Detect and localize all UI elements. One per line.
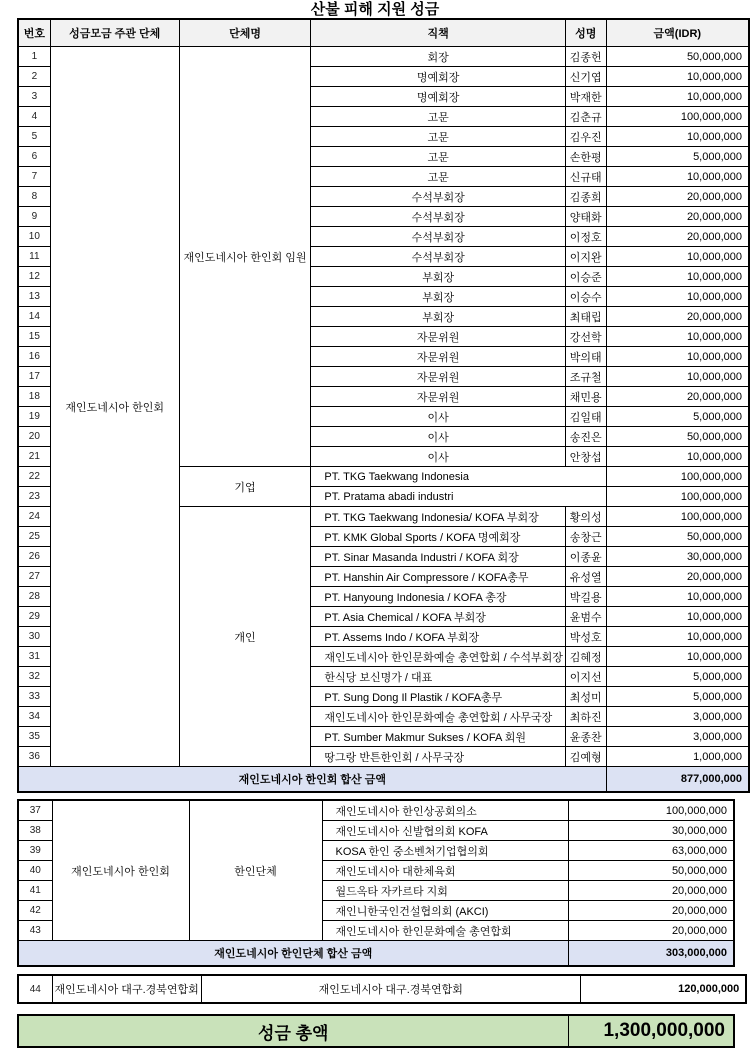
position-cell: 고문	[311, 127, 565, 147]
section2-subtotal	[18, 941, 734, 967]
amount-cell: 10,000,000	[606, 647, 749, 667]
position-cell: KOSA 한인 중소벤처기업협의회	[322, 841, 568, 861]
col-header-position: 직책	[311, 19, 565, 47]
row-number-cell: 39	[18, 841, 52, 861]
position-cell: 명예회장	[311, 67, 565, 87]
row-number-cell: 38	[18, 821, 52, 841]
row-number-cell: 3	[18, 87, 50, 107]
position-cell: 땅그랑 반튼한인회 / 사무국장	[311, 747, 565, 767]
amount-cell: 10,000,000	[606, 367, 749, 387]
row-number-cell: 8	[18, 187, 50, 207]
row-number-cell: 42	[18, 901, 52, 921]
position-cell: 재인도네시아 한인상공회의소	[322, 800, 568, 821]
amount-cell: 5,000,000	[606, 687, 749, 707]
row-number-cell: 19	[18, 407, 50, 427]
amount-cell: 20,000,000	[568, 881, 734, 901]
position-cell: 재인도네시아 대한체육회	[322, 861, 568, 881]
amount-cell: 10,000,000	[606, 167, 749, 187]
person-name-cell: 박재한	[565, 87, 606, 107]
table-row	[18, 975, 746, 1003]
row-number-cell: 21	[18, 447, 50, 467]
amount-cell: 20,000,000	[568, 901, 734, 921]
amount-cell: 100,000,000	[606, 467, 749, 487]
person-name-cell: 김종희	[565, 187, 606, 207]
row-number-cell: 22	[18, 467, 50, 487]
position-cell: 부회장	[311, 267, 565, 287]
position-cell: 부회장	[311, 287, 565, 307]
person-name-cell: 이승준	[565, 267, 606, 287]
row-number-cell: 16	[18, 347, 50, 367]
row-number-cell: 35	[18, 727, 50, 747]
amount-cell: 5,000,000	[606, 667, 749, 687]
amount-cell: 10,000,000	[606, 287, 749, 307]
group-cell: 재인도네시아 한인회 임원	[179, 47, 311, 467]
position-cell: 고문	[311, 167, 565, 187]
organizer-cell: 재인도네시아 한인회	[50, 47, 179, 767]
position-cell: PT. Hanyoung Indonesia / KOFA 총장	[311, 587, 565, 607]
amount-cell: 3,000,000	[606, 727, 749, 747]
amount-cell: 5,000,000	[606, 147, 749, 167]
table-row	[18, 800, 734, 821]
person-name-cell: 최하진	[565, 707, 606, 727]
subtotal-row	[18, 767, 749, 793]
subtotal-amount: 303,000,000	[568, 941, 734, 967]
group-cell: 기업	[179, 467, 311, 507]
position-cell: PT. TKG Taekwang Indonesia	[311, 467, 606, 487]
person-name-cell: 박성호	[565, 627, 606, 647]
position-cell: PT. Asia Chemical / KOFA 부회장	[311, 607, 565, 627]
row-number-cell: 29	[18, 607, 50, 627]
row-number-cell: 25	[18, 527, 50, 547]
subtotal-label: 재인도네시아 한인회 합산 금액	[18, 767, 606, 793]
amount-cell: 20,000,000	[606, 227, 749, 247]
section-gap	[0, 1004, 750, 1014]
row-number-cell: 2	[18, 67, 50, 87]
col-header-person: 성명	[565, 19, 606, 47]
person-name-cell: 최성미	[565, 687, 606, 707]
row-number-cell: 24	[18, 507, 50, 527]
row-number-cell: 12	[18, 267, 50, 287]
section-gap	[0, 967, 750, 974]
person-name-cell: 이승수	[565, 287, 606, 307]
position-cell: 재인도네시아 한인문화예술 총연합회 / 수석부회장	[311, 647, 565, 667]
position-cell: 재인도네시아 신발협의회 KOFA	[322, 821, 568, 841]
amount-cell: 20,000,000	[568, 921, 734, 941]
row-number-cell: 14	[18, 307, 50, 327]
row-number-cell: 1	[18, 47, 50, 67]
row-number-cell: 34	[18, 707, 50, 727]
position-cell: 재인도네시아 한인문화예술 총연합회	[322, 921, 568, 941]
section1-subtotal	[18, 767, 749, 793]
donation-table-section3	[17, 974, 747, 1004]
amount-cell: 10,000,000	[606, 267, 749, 287]
table-header	[18, 19, 749, 47]
row-number-cell: 28	[18, 587, 50, 607]
person-name-cell: 송창근	[565, 527, 606, 547]
person-name-cell: 김예형	[565, 747, 606, 767]
person-name-cell: 박의태	[565, 347, 606, 367]
amount-cell: 1,000,000	[606, 747, 749, 767]
amount-cell: 10,000,000	[606, 607, 749, 627]
amount-cell: 5,000,000	[606, 407, 749, 427]
table-row	[18, 47, 749, 67]
position-cell: PT. Sumber Makmur Sukses / KOFA 회원	[311, 727, 565, 747]
person-name-cell: 강선학	[565, 327, 606, 347]
header-row	[18, 19, 749, 47]
person-name-cell: 김우진	[565, 127, 606, 147]
amount-cell: 20,000,000	[606, 387, 749, 407]
position-cell: PT. KMK Global Sports / KOFA 명예회장	[311, 527, 565, 547]
person-name-cell: 신규태	[565, 167, 606, 187]
position-cell: PT. TKG Taekwang Indonesia/ KOFA 부회장	[311, 507, 565, 527]
grand-total-row	[18, 1015, 734, 1047]
row-number-cell: 23	[18, 487, 50, 507]
person-name-cell: 이정호	[565, 227, 606, 247]
amount-cell: 10,000,000	[606, 447, 749, 467]
row-number-cell: 43	[18, 921, 52, 941]
amount-cell: 50,000,000	[606, 427, 749, 447]
amount-cell: 30,000,000	[568, 821, 734, 841]
person-name-cell: 윤종찬	[565, 727, 606, 747]
position-cell: 재인도네시아 한인문화예술 총연합회 / 사무국장	[311, 707, 565, 727]
amount-cell: 100,000,000	[568, 800, 734, 821]
person-name-cell: 최태립	[565, 307, 606, 327]
position-cell: PT. Sung Dong Il Plastik / KOFA총무	[311, 687, 565, 707]
donation-table-section1	[17, 18, 750, 793]
amount-cell: 50,000,000	[568, 861, 734, 881]
position-cell: PT. Sinar Masanda Industri / KOFA 회장	[311, 547, 565, 567]
person-name-cell: 유성열	[565, 567, 606, 587]
position-cell: 자문위원	[311, 327, 565, 347]
amount-cell: 50,000,000	[606, 527, 749, 547]
row-number-cell: 20	[18, 427, 50, 447]
position-cell: 명예회장	[311, 87, 565, 107]
amount-cell: 20,000,000	[606, 307, 749, 327]
row-number-cell: 26	[18, 547, 50, 567]
col-header-organizer: 성금모금 주관 단체	[50, 19, 179, 47]
amount-cell: 10,000,000	[606, 247, 749, 267]
person-name-cell: 김춘규	[565, 107, 606, 127]
amount-cell: 10,000,000	[606, 87, 749, 107]
position-cell: 자문위원	[311, 367, 565, 387]
person-name-cell: 김일태	[565, 407, 606, 427]
row-number-cell: 10	[18, 227, 50, 247]
row-number-cell: 44	[18, 975, 52, 1003]
person-name-cell: 박길용	[565, 587, 606, 607]
row-number-cell: 33	[18, 687, 50, 707]
person-name-cell: 이종윤	[565, 547, 606, 567]
col-header-group: 단체명	[179, 19, 311, 47]
col-header-no: 번호	[18, 19, 50, 47]
position-cell: 이사	[311, 427, 565, 447]
position-cell: 자문위원	[311, 387, 565, 407]
person-name-cell: 안창섭	[565, 447, 606, 467]
person-name-cell: 이지선	[565, 667, 606, 687]
subtotal-label: 재인도네시아 한인단체 합산 금액	[18, 941, 568, 967]
amount-cell: 20,000,000	[606, 567, 749, 587]
row-number-cell: 41	[18, 881, 52, 901]
position-cell: 부회장	[311, 307, 565, 327]
person-name-cell: 손한평	[565, 147, 606, 167]
organization-name-cell: 재인도네시아 대구.경북연합회	[201, 975, 580, 1003]
row-number-cell: 36	[18, 747, 50, 767]
subtotal-row	[18, 941, 734, 967]
position-cell: 수석부회장	[311, 207, 565, 227]
position-cell: 수석부회장	[311, 247, 565, 267]
person-name-cell: 윤범수	[565, 607, 606, 627]
row-number-cell: 27	[18, 567, 50, 587]
amount-cell: 10,000,000	[606, 327, 749, 347]
amount-cell: 50,000,000	[606, 47, 749, 67]
position-cell: 고문	[311, 147, 565, 167]
person-name-cell: 신기엽	[565, 67, 606, 87]
subtotal-amount: 877,000,000	[606, 767, 749, 793]
amount-cell: 10,000,000	[606, 67, 749, 87]
amount-cell: 10,000,000	[606, 127, 749, 147]
row-number-cell: 5	[18, 127, 50, 147]
person-name-cell: 김혜정	[565, 647, 606, 667]
person-name-cell: 이지완	[565, 247, 606, 267]
amount-cell: 100,000,000	[606, 507, 749, 527]
amount-cell: 30,000,000	[606, 547, 749, 567]
group-cell: 개인	[179, 507, 311, 767]
page-title: 산불 피해 지원 성금	[310, 1, 440, 18]
organizer-cell: 재인도네시아 한인회	[52, 800, 189, 941]
row-number-cell: 13	[18, 287, 50, 307]
grand-total-label: 성금 총액	[18, 1015, 568, 1047]
grand-total-table	[17, 1014, 735, 1048]
row-number-cell: 37	[18, 800, 52, 821]
col-header-amount: 금액(IDR)	[606, 19, 749, 47]
amount-cell: 10,000,000	[606, 587, 749, 607]
amount-cell: 20,000,000	[606, 187, 749, 207]
row-number-cell: 15	[18, 327, 50, 347]
amount-cell: 20,000,000	[606, 207, 749, 227]
position-cell: 고문	[311, 107, 565, 127]
person-name-cell: 채민용	[565, 387, 606, 407]
amount-cell: 3,000,000	[606, 707, 749, 727]
row-number-cell: 9	[18, 207, 50, 227]
organizer-cell: 재인도네시아 대구.경북연합회	[52, 975, 201, 1003]
position-cell: 재인니한국인건설협의회 (AKCI)	[322, 901, 568, 921]
position-cell: PT. Assems Indo / KOFA 부회장	[311, 627, 565, 647]
position-cell: PT. Hanshin Air Compressore / KOFA총무	[311, 567, 565, 587]
position-cell: 자문위원	[311, 347, 565, 367]
person-name-cell: 조규철	[565, 367, 606, 387]
position-cell: 한식당 보신명가 / 대표	[311, 667, 565, 687]
position-cell: 이사	[311, 407, 565, 427]
position-cell: 회장	[311, 47, 565, 67]
row-number-cell: 32	[18, 667, 50, 687]
row-number-cell: 6	[18, 147, 50, 167]
person-name-cell: 송진은	[565, 427, 606, 447]
row-number-cell: 11	[18, 247, 50, 267]
row-number-cell: 31	[18, 647, 50, 667]
position-cell: PT. Pratama abadi industri	[311, 487, 606, 507]
person-name-cell: 황의성	[565, 507, 606, 527]
row-number-cell: 17	[18, 367, 50, 387]
group-cell: 한인단체	[189, 800, 322, 941]
amount-cell: 100,000,000	[606, 107, 749, 127]
position-cell: 수석부회장	[311, 227, 565, 247]
grand-total-amount: 1,300,000,000	[568, 1015, 734, 1047]
position-cell: 이사	[311, 447, 565, 467]
row-number-cell: 40	[18, 861, 52, 881]
person-name-cell: 김종헌	[565, 47, 606, 67]
amount-cell: 100,000,000	[606, 487, 749, 507]
row-number-cell: 18	[18, 387, 50, 407]
amount-cell: 10,000,000	[606, 627, 749, 647]
row-number-cell: 4	[18, 107, 50, 127]
amount-cell: 63,000,000	[568, 841, 734, 861]
person-name-cell: 양태화	[565, 207, 606, 227]
row-number-cell: 30	[18, 627, 50, 647]
position-cell: 수석부회장	[311, 187, 565, 207]
row-number-cell: 7	[18, 167, 50, 187]
donation-table-section2	[17, 799, 735, 967]
amount-cell: 10,000,000	[606, 347, 749, 367]
position-cell: 월드옥타 자카르타 지회	[322, 881, 568, 901]
amount-cell: 120,000,000	[580, 975, 746, 1003]
